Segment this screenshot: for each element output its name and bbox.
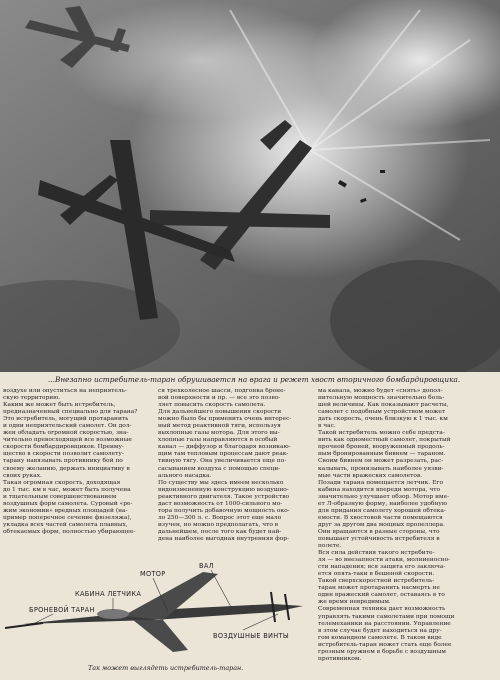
diagram-caption: Так может выглядеть истребитель-таран. xyxy=(88,664,244,672)
article-column-1: воздухе или опуститься на неприятель- скую территорию. Каким же может быть истребитель, предназначенный специально для тарана? Это истребитель, могущий протаранить и одни неприятельский самолет. Он дол- жен обладать огромной скоростью, зна- чительно превосходящей все возможные скорости бомбардировщиков. Преиму- щество в скорости позволит самолету- тарану навязывать противнику бой по своему желанию, держать инициативу в своих руках. Такая огромная скорость, доходящая до 1 тыс. км в час, может быть получена и тщательным совершенствованием воздушных форм самолета. Суровый «ре- жим экономии» вредных площадей (на- пример поперечное сечение фюзеляжа), укладка всех частей самолета плавных, обтекаемых форм, полностью убирающее- xyxy=(3,388,138,535)
illustration-caption: ...Внезапно истребитель-таран обрушивается на врага и режет хвост вторичного бомбардировщика. xyxy=(48,375,461,384)
article-column-3: ма канала, можно будет «снять» допол- нительную мощность значительно боль- шей величины. Как показывают расчеты, самолет с подобным устройством может дать скорость, очень близкую к 1 тыс. км в час. Такой истребитель можно себе предста- вить как одноместный самолет, покрытый прочной броней, вооруженный продоль- ным бронированным бивнем — тараном. Своим бивнем он может разрезать, рас- калывать, пронизывать наиболее уязви- мые части вражеских самолетов. Позади тарана помещается летчик. Его кабина находится впереди мотора, что значительно улучшает обзор. Мотор име- ет Л-образную форму, наиболее удобную для придания самолету хорошей обтека- емости. В хвостовой части помещаются друг за другом два мощных пропеллера. Они вращаются в разные стороны, что повышает устойчивость истребителя в полете. Вся сила действия такого истребите- ля — во внезапности атаки, молниеносно- сти нападения; вся защита его заключа- ется опять-таки в бешеной скорости. Такой сверхскоростной истребитель- таран может протаранить насмерть не один вражеский самолет, оставаясь в то же время невредимым. Современная техника дает возможность управлять такими самолетами при помощи телемеханики на расстоянии. Управление в этом случае будет находиться на дру- гом командном самолете. В таком виде истребитель-таран может стать еще более грозным оружием в борьбе с воздушным противником. xyxy=(318,388,455,662)
label-propellers: ВОЗДУШНЫЕ ВИНТЫ xyxy=(213,632,289,640)
ram-spike xyxy=(5,623,43,628)
label-motor: МОТОР xyxy=(140,570,166,578)
label-ram: БРОНЕВОЙ ТАРАН xyxy=(29,606,95,614)
label-cabin: КАБИНА ЛЕТЧИКА xyxy=(75,590,142,598)
ram-fighter-diagram xyxy=(3,562,313,667)
article-column-2: ся трехколесное шасси, подгонка броне- вой поверхности и пр. — все это позво- ляет повысить скорость самолета. Для дальнейшего повышения скорости можно было бы применить очень интерес- ный метод реактивной тяги, используя выхлопные газы мотора. Для этого вы- хлопные газы направляются в особый канал — диффузор и благодаря возникаю- щим там тепловым процессам дают реак- тивную тягу. Она увеличивается еще по- сасыванием воздуха с помощью специ- ального насадка. По существу мы здесь имеем несколько видоизмененную конструкцию воздушно- реактивного двигателя. Такое устройство даст возможность от 1000-сильного мо- тора получить добавочную мощность око- ло 250—300 л. с. Вопрос этот еще мало изучен, но можно предполагать, что в дальнейшем, после того как будет най- дена наиболее выгодная внутренняя фор- xyxy=(158,388,292,542)
label-shaft: ВАЛ xyxy=(199,562,214,570)
diagram-drawing xyxy=(3,562,313,667)
